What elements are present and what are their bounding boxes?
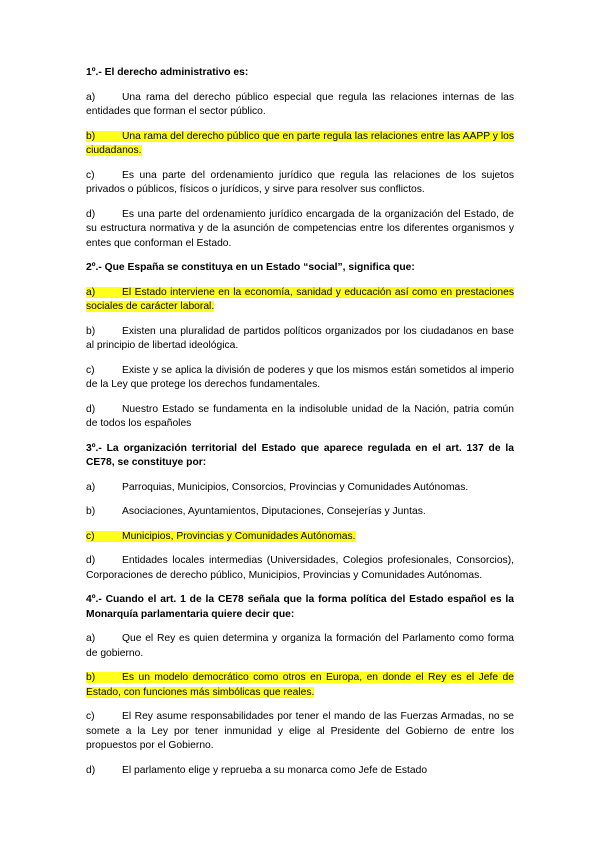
option-letter: a) — [86, 633, 96, 644]
answer-option — [86, 91, 514, 120]
option-text: Existen una pluralidad de partidos políticos organizados por los ciudadanos en base al principio de libertad ideológica. — [86, 325, 514, 351]
option-letter: d) — [86, 555, 96, 566]
document-page — [86, 66, 514, 788]
answer-option — [86, 364, 514, 393]
answer-option — [86, 208, 514, 252]
option-letter: c) — [86, 364, 95, 376]
option-letter: b) — [86, 506, 96, 517]
option-letter: d) — [86, 403, 96, 415]
question-1 — [86, 66, 514, 251]
option-text: El Rey asume responsabilidades por tener el mando de las Fuerzas Armadas, no se somete a la Ley por tener inmunidad y elige al Presidente del Gobierno de entre los propuestos por el Gobierno. — [86, 711, 514, 751]
answer-option-highlighted — [86, 130, 514, 159]
question-title: 4º.- Cuando el art. 1 de la CE78 señala que la forma política del Estado español es la Monarquía parlamentaria quiere decir que: — [86, 594, 514, 620]
answer-option — [86, 710, 514, 754]
option-text: Una rama del derecho público especial que regula las relaciones internas de las entidades que forman el sector público. — [86, 91, 514, 117]
answer-option — [86, 505, 514, 520]
option-text: Una rama del derecho público que en parte regula las relaciones entre las AAPP y los ciudadanos. — [86, 130, 514, 156]
option-letter: a) — [86, 286, 96, 298]
option-letter: a) — [86, 91, 96, 103]
option-text: Parroquias, Municipios, Consorcios, Provincias y Comunidades Autónomas. — [122, 481, 469, 493]
option-text: Existe y se aplica la división de poderes y que los mismos están sometidos al imperio de la Ley que protege los derechos fundamentales. — [86, 364, 514, 390]
option-text: Que el Rey es quien determina y organiza la formación del Parlamento como forma de gobierno. — [86, 633, 514, 659]
answer-option — [86, 325, 514, 354]
option-letter: b) — [86, 130, 96, 142]
option-letter: b) — [86, 672, 96, 683]
option-letter: c) — [86, 711, 95, 722]
option-letter: a) — [86, 481, 96, 493]
question-title: 3º.- La organización territorial del Estado que aparece regulada en el art. 137 de la CE78, se constituye por: — [86, 442, 514, 468]
answer-option — [86, 554, 514, 583]
option-text: Entidades locales intermedias (Universidades, Colegios profesionales, Consorcios), Corporaciones de derecho público, Municipios, Provincias y Comunidades Autónomas. — [86, 555, 514, 581]
answer-option — [86, 403, 514, 432]
answer-option — [86, 764, 514, 779]
question-4 — [86, 593, 514, 778]
option-letter: c) — [86, 169, 95, 181]
option-text: Asociaciones, Ayuntamientos, Diputaciones, Consejerías y Juntas. — [122, 506, 426, 517]
answer-option-highlighted — [86, 671, 514, 700]
option-letter: c) — [86, 530, 95, 542]
option-text: Es una parte del ordenamiento jurídico que regula las relaciones de los sujetos privados o públicos, físicos o jurídicos, y sirve para resolver sus conflictos. — [86, 169, 514, 195]
answer-option — [86, 632, 514, 661]
question-2 — [86, 261, 514, 432]
answer-option — [86, 481, 514, 496]
answer-option — [86, 169, 514, 198]
option-text: Municipios, Provincias y Comunidades Autónomas. — [122, 530, 356, 542]
option-text: Es un modelo democrático como otros en Europa, en donde el Rey es el Jefe de Estado, con funciones más simbólicas que reales. — [86, 672, 514, 698]
option-letter: d) — [86, 208, 96, 220]
option-text: Nuestro Estado se fundamenta en la indisoluble unidad de la Nación, patria común de todos los españoles — [86, 403, 514, 429]
question-title: 1º.- El derecho administrativo es: — [86, 67, 249, 78]
option-letter: b) — [86, 325, 96, 337]
question-title: 2º.- Que España se constituya en un Estado “social”, significa que: — [86, 262, 415, 273]
option-text: El Estado interviene en la economía, sanidad y educación así como en prestaciones sociales de carácter laboral. — [86, 286, 514, 312]
option-text: Es una parte del ordenamiento jurídico encargada de la organización del Estado, de su estructura normativa y de la asunción de competencias entre los diferentes organismos y entes que conforman el Estado. — [86, 208, 514, 249]
question-3 — [86, 442, 514, 584]
answer-option-highlighted — [86, 530, 514, 545]
answer-option-highlighted — [86, 286, 514, 315]
option-letter: d) — [86, 764, 96, 776]
option-text: El parlamento elige y reprueba a su monarca como Jefe de Estado — [122, 764, 428, 776]
